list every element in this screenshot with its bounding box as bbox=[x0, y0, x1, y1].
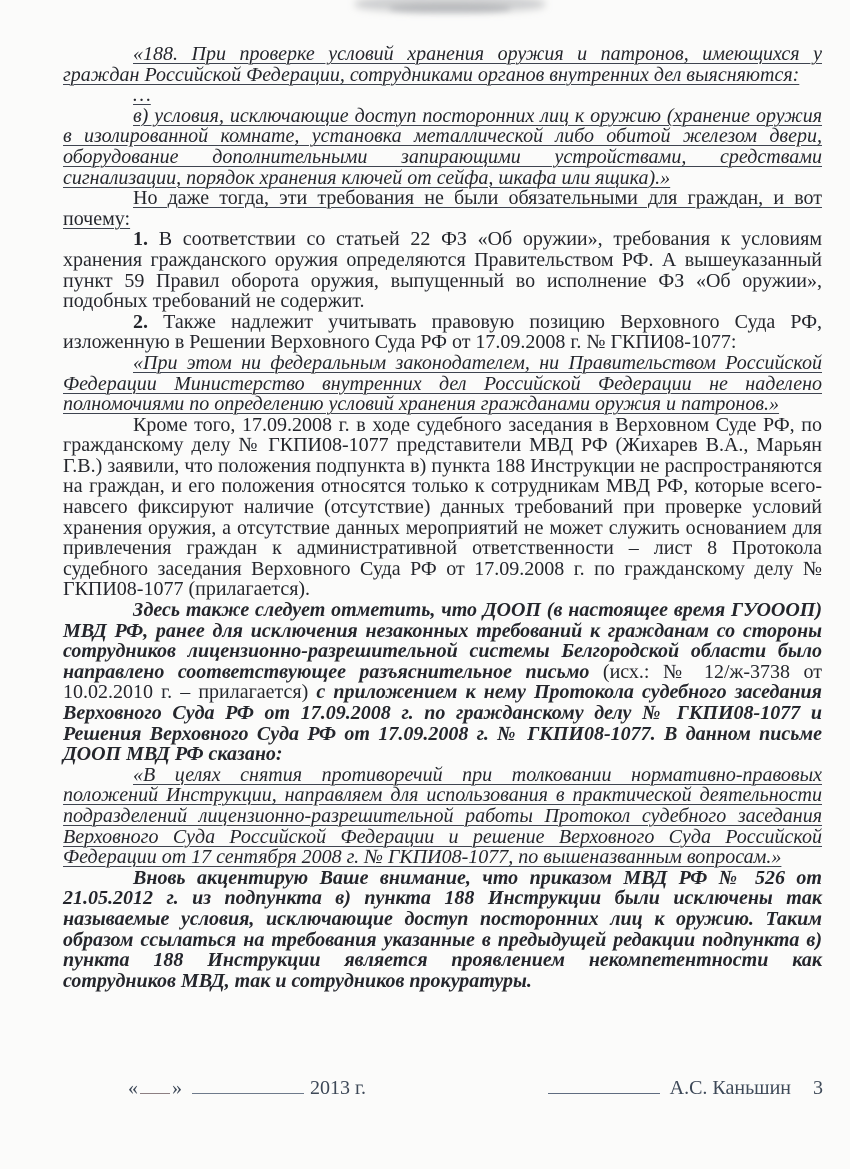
paragraph-court-session: Кроме того, 17.09.2008 г. в ходе судебного заседания в Верховном Суде РФ, по гражданскому делу № ГКПИ08-1077 представители МВД РФ (Жихарев В.А., Марьян Г.В.) заявили, что положения подпункта в) пункта 188 Инструкции не распространяются на граждан, и его положения относятся только к сотрудникам МВД РФ, которые всего-навсего фиксируют наличие (отсутствие) данных требований при проверке условий хранения оружия, а отсутствие данных мероприятий не может служить основанием для привлечения граждан к административной ответственности – лист 8 Протокола судебного заседания Верховного Суда РФ от 17.09.2008 г. по гражданскому делу № ГКПИ08-1077 (прилагается). bbox=[63, 413, 822, 601]
signature-name: А.С. Каньшин bbox=[669, 1077, 791, 1099]
doop-letter-reference: (исх.: № 12/ж-3738 от 10.02.2010 г. – прилагается) bbox=[63, 660, 822, 704]
paragraph-point-2 bbox=[63, 312, 822, 353]
month-blank-line bbox=[192, 1090, 304, 1094]
quote-ellipsis: … bbox=[133, 84, 151, 107]
date-blank-line bbox=[128, 1077, 366, 1100]
doop-letter-bold-part-1: Здесь также следует отметить, что ДООП (в настоящее время ГУОООП) МВД РФ, ранее для исключения незаконных требований к гражданам со стороны сотрудников лицензионно-разрешительной системы Белгородской области было направлено соответствующее разъяснительное письмо bbox=[63, 599, 822, 683]
signature-block bbox=[548, 1077, 823, 1100]
scan-artifact bbox=[390, 4, 510, 13]
date-quote-open: « bbox=[128, 1077, 138, 1099]
point-1-text: В соответствии со статьей 22 ФЗ «Об оружии», требования к условиям хранения гражданского оружия определяются Правительством РФ. А вышеуказанный пункт 59 Правил оборота оружия, выпущенный во исполнение ФЗ «Об оружии», подобных требований не содержит. bbox=[63, 228, 822, 313]
point-1-number: 1. bbox=[133, 228, 148, 251]
date-quote-close: » bbox=[172, 1077, 182, 1099]
statement-line: Но даже тогда, эти требования не были обязательными для граждан, и вот почему: bbox=[63, 187, 822, 230]
footer-year: 2013 г. bbox=[310, 1077, 366, 1099]
paragraph-conclusion: Вновь акцентирую Ваше внимание, что приказом МВД РФ № 526 от 21.05.2012 г. из подпункта в) пункта 188 Инструкции были исключены так называемые условия, исключающие доступ посторонних лиц к оружию. Таким образом ссылаться на требования указанные в предыдущей редакции подпункта в) пункта 188 Инструкции является проявлением некомпетентности как сотрудников МВД, так и сотрудников прокуратуры. bbox=[63, 866, 822, 992]
page-number: 3 bbox=[813, 1077, 823, 1099]
document-body bbox=[63, 44, 822, 991]
point-2-text: Также надлежит учитывать правовую позицию Верховного Суда РФ, изложенную в Решении Верховного Суда РФ от 17.09.2008 г. № ГКПИ08-1077: bbox=[63, 310, 822, 354]
paragraph-doop-letter bbox=[63, 600, 822, 765]
paragraph-point-1 bbox=[63, 229, 822, 311]
quote-instruction-188-item-v: в) условия, исключающие доступ посторонних лиц к оружию (хранение оружия в изолированной комнате, установка металлической либо обитой железом двери, оборудование дополнительными запирающими устройствами, средствами сигнализации, порядок хранения ключей от сейфа, шкафа или ящика).» bbox=[63, 104, 822, 189]
quote-doop-letter-text: «В целях снятия противоречий при толковании нормативно-правовых положений Инструкции, направляем для использования в практической деятельности подразделений лицензионно-разрешительной работы Протокол судебного заседания Верховного Суда Российской Федерации и решение Верховного Суда Российской Федерации от 17 сентября 2008 г. № ГКПИ08-1077, по вышеназванным вопросам.» bbox=[63, 763, 822, 869]
doop-letter-bold-part-2: с приложением к нему Протокола судебного заседания Верховного Суда РФ от 17.09.2008 г. по гражданскому делу № ГКПИ08-1077 и Решения Верховного Суда РФ от 17.09.2008 г. № ГКПИ08-1077. В данном письме ДООП МВД РФ сказано: bbox=[63, 681, 822, 766]
quote-supreme-court-decision: «При этом ни федеральным законодателем, ни Правительством Российской Федерации Министерство внутренних дел Российской Федерации не наделено полномочиями по определению условий хранения гражданами оружия и патронов.» bbox=[63, 351, 822, 416]
signature-line bbox=[548, 1090, 660, 1094]
point-2-number: 2. bbox=[133, 310, 148, 333]
quote-instruction-188-intro: «188. При проверке условий хранения оружия и патронов, имеющихся у граждан Российской Федерации, сотрудниками органов внутренних дел выясняются: bbox=[63, 43, 822, 86]
day-blank-line bbox=[140, 1090, 170, 1094]
